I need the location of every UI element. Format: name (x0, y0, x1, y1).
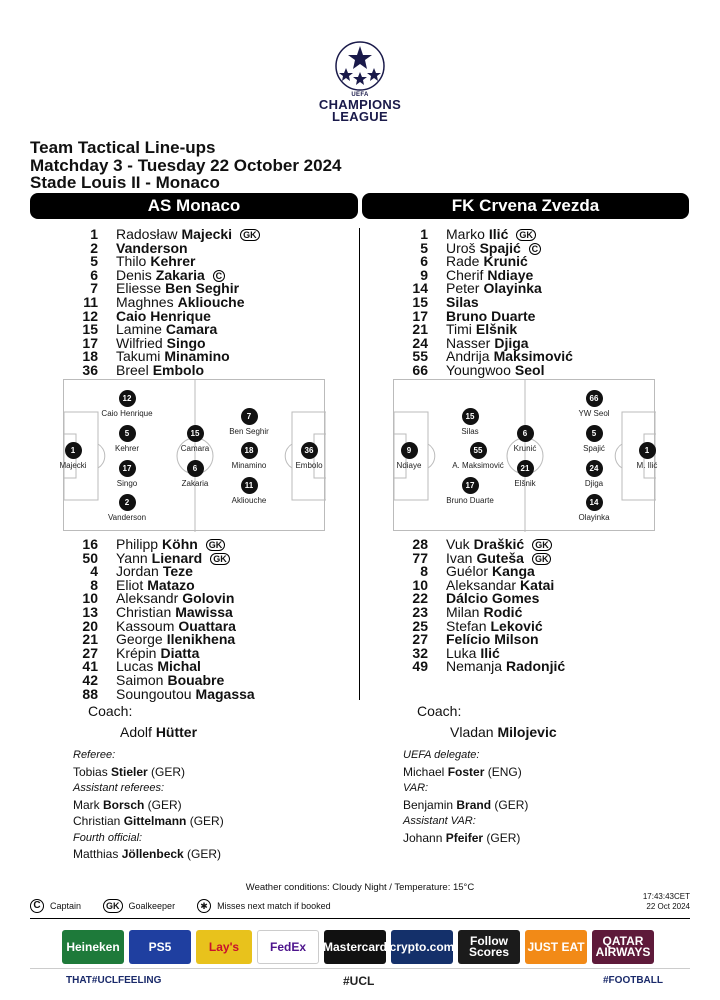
home-starters-list (72, 228, 260, 378)
official-role: Assistant VAR: (403, 815, 476, 827)
shirt-number-icon: 36 (301, 442, 318, 459)
player-first-name: Philipp (116, 536, 159, 552)
official-name (73, 846, 224, 863)
away-pitch-player (440, 477, 500, 505)
shirt-number-icon: 6 (187, 460, 204, 477)
home-pitch-player (165, 460, 225, 488)
player-number: 20 (82, 617, 98, 634)
player-last-name: Ilić (488, 226, 509, 242)
official-nationality: (GER) (491, 797, 529, 812)
player-number: 6 (90, 266, 98, 283)
player-first-name: Eliesse (116, 280, 162, 297)
player-number: 21 (412, 321, 428, 338)
home-pitch-player (219, 408, 279, 436)
away-subs-list (402, 538, 565, 674)
player-last-name: Rodić (483, 603, 523, 620)
player-first-name: Stefan (446, 617, 487, 634)
pitch-player-name: A. Maksimović (452, 461, 504, 470)
home-starter-row (72, 323, 260, 337)
matchday-line: Matchday 3 - Tuesday 22 October 2024 (30, 155, 342, 175)
player-number: 24 (412, 334, 428, 351)
sponsor-logo: Mastercard (324, 930, 386, 964)
player-first-name: Vuk (446, 536, 470, 552)
away-starter-row (402, 361, 573, 378)
player-number: 88 (82, 685, 98, 702)
pitch-player-name: Elšnik (514, 479, 536, 488)
pitch-player-name: Krunić (513, 444, 537, 453)
player-first-name: Maghnes (116, 293, 174, 310)
footer-divider-2 (30, 968, 690, 969)
player-last-name: Minamino (164, 348, 230, 365)
player-first-name: Takumi (116, 348, 161, 365)
sponsor-logo: Heineken (62, 930, 124, 964)
shirt-number-icon: 6 (517, 425, 534, 442)
sponsor-logo: QATAR AIRWAYS (592, 930, 654, 964)
official-name (73, 797, 224, 814)
booking-icon: ✱ (197, 899, 211, 913)
player-last-name: Diatta (160, 644, 200, 661)
player-number: 23 (412, 603, 428, 620)
pitch-player-name: Zakaria (181, 479, 209, 488)
player-number: 8 (420, 563, 428, 580)
player-first-name: Rade (446, 253, 480, 270)
pitch-player-name: Ndiaye (396, 461, 422, 470)
player-number: 32 (412, 644, 428, 661)
player-last-name: Camara (165, 321, 218, 338)
player-last-name: Golovin (182, 590, 235, 607)
player-first-name: Saimon (116, 671, 164, 688)
home-pitch-player (219, 442, 279, 470)
footer-divider (30, 918, 690, 919)
player-number: 13 (82, 603, 98, 620)
player-first-name: Lucas (116, 658, 154, 675)
player-last-name: Lienard (151, 549, 203, 566)
sponsor-logo: Follow Scores (458, 930, 520, 964)
shirt-number-icon: 55 (470, 442, 487, 459)
player-first-name: Aleksandr (116, 590, 179, 607)
player-number: 42 (82, 671, 98, 688)
pitch-player-name: M. Ilić (636, 461, 658, 470)
match-header (30, 139, 341, 192)
home-sub-row (72, 685, 255, 702)
shirt-number-icon: 7 (241, 408, 258, 425)
pitch-player-name: Spajić (583, 444, 605, 453)
player-first-name: Jordan (116, 563, 159, 580)
away-pitch-player (617, 442, 677, 470)
official-nationality: (GER) (483, 830, 521, 845)
player-last-name: Ndiaye (487, 266, 534, 283)
shirt-number-icon: 2 (119, 494, 136, 511)
official-last-name: Stieler (111, 764, 148, 779)
timestamp-date: 22 Oct 2024 (646, 902, 690, 911)
official-last-name: Gittelmann (123, 814, 187, 828)
home-pitch-player (279, 442, 339, 470)
away-coach-last: Milojevic (497, 724, 557, 740)
official-name (403, 797, 528, 814)
sponsor-logo: crypto.com (391, 930, 453, 964)
player-last-name: Vanderson (116, 239, 188, 256)
official-nationality: (GER) (144, 797, 182, 812)
official-first-name: Benjamin (403, 797, 457, 812)
goalkeeper-icon: GK (103, 899, 123, 913)
player-number: 16 (82, 536, 98, 552)
away-pitch-player (440, 408, 500, 436)
away-pitch-player (495, 460, 555, 488)
player-number: 17 (412, 307, 428, 324)
player-number: 5 (90, 253, 98, 270)
home-coach-last: Hütter (155, 724, 198, 740)
official-name (73, 813, 224, 830)
player-number: 27 (82, 644, 98, 661)
player-first-name: Eliot (116, 576, 144, 593)
player-number: 14 (412, 280, 428, 297)
legend (30, 899, 331, 913)
sponsor-logo: PS5 (129, 930, 191, 964)
away-pitch-player (564, 494, 624, 522)
venue-line: Stade Louis II - Monaco (30, 173, 220, 192)
home-pitch-player (43, 442, 103, 470)
away-pitch-player (564, 425, 624, 453)
pitch-player-name: Singo (116, 479, 138, 488)
goalkeeper-icon: GK (210, 553, 230, 565)
player-last-name: Köhn (162, 536, 198, 552)
home-pitch-player (97, 460, 157, 488)
player-last-name: Radonjić (506, 658, 566, 675)
away-coach-label: Coach: (417, 703, 462, 719)
official-last-name: Jöllenbeck (121, 847, 184, 861)
player-first-name: Nasser (446, 334, 491, 351)
player-last-name: Felício Milson (446, 631, 539, 648)
hashtag-football: #FOOTBALL (603, 975, 663, 986)
player-first-name: Nemanja (446, 658, 503, 675)
official-name (403, 764, 528, 781)
player-last-name: Caio Henrique (116, 307, 211, 324)
player-last-name: Leković (490, 617, 543, 634)
officials-right (403, 747, 528, 846)
player-first-name: Radosław (116, 226, 178, 242)
player-number: 17 (82, 334, 98, 351)
shirt-number-icon: 21 (517, 460, 534, 477)
player-first-name: Kassoum (116, 617, 175, 634)
player-first-name: Aleksandar (446, 576, 517, 593)
shirt-number-icon: 5 (586, 425, 603, 442)
legend-captain: Captain (50, 901, 82, 911)
weather-conditions: Weather conditions: Cloudy Night / Temperature: 15°C (245, 882, 475, 893)
home-pitch (59, 379, 325, 531)
player-last-name: Teze (162, 563, 193, 580)
captain-icon: C (529, 243, 541, 255)
player-first-name: Luka (446, 644, 477, 661)
player-last-name: Michal (157, 658, 201, 675)
home-coach-label: Coach: (88, 703, 133, 719)
pitch-player-name: Bruno Duarte (446, 496, 494, 505)
player-last-name: Maksimović (493, 348, 573, 365)
page-title: Team Tactical Line-ups (30, 138, 216, 157)
official-last-name: Brand (456, 797, 492, 812)
legend-goalkeeper: Goalkeeper (128, 901, 176, 911)
pitch-player-name: Vanderson (107, 513, 147, 522)
player-first-name: Soungoutou (116, 685, 192, 702)
player-last-name: Silas (446, 293, 479, 310)
shirt-number-icon: 17 (462, 477, 479, 494)
home-pitch-player (165, 425, 225, 453)
goalkeeper-icon: GK (532, 553, 552, 565)
player-number: 21 (82, 631, 98, 648)
player-last-name: Bouabre (167, 671, 225, 688)
player-last-name: Kanga (492, 563, 535, 580)
pitch-player-name: YW Seol (578, 409, 610, 418)
player-first-name: Milan (446, 603, 480, 620)
captain-icon: C (213, 270, 225, 282)
legend-booked: Misses next match if booked (217, 901, 331, 911)
player-number: 11 (83, 293, 98, 310)
goalkeeper-icon: GK (240, 229, 260, 241)
player-last-name: Olayinka (483, 280, 542, 297)
official-nationality: (GER) (186, 814, 224, 828)
official-first-name: Tobias (73, 764, 112, 779)
logo-uefa: UEFA (351, 92, 369, 98)
home-pitch-player (97, 390, 157, 418)
player-first-name: Cherif (446, 266, 484, 283)
player-number: 41 (82, 658, 98, 675)
home-pitch-player (219, 477, 279, 505)
home-subs-list (72, 538, 255, 701)
player-last-name: Guteša (476, 549, 524, 566)
official-first-name: Christian (73, 814, 124, 828)
away-pitch (393, 379, 658, 531)
shirt-number-icon: 11 (241, 477, 258, 494)
logo-champions: CHAMPIONS (318, 97, 402, 112)
player-last-name: Magassa (195, 685, 255, 702)
away-pitch-player (564, 460, 624, 488)
official-role: Assistant referees: (73, 782, 165, 794)
shirt-number-icon: 5 (119, 425, 136, 442)
player-last-name: Ilić (480, 644, 500, 661)
shirt-number-icon: 9 (401, 442, 418, 459)
timestamp (643, 892, 690, 912)
player-number: 7 (90, 280, 98, 297)
player-number: 50 (82, 549, 98, 566)
home-coach-first: Adolf (120, 724, 152, 740)
player-number: 12 (82, 307, 98, 324)
shirt-number-icon: 15 (462, 408, 479, 425)
home-sub-row (72, 660, 255, 674)
shirt-number-icon: 17 (119, 460, 136, 477)
pitch-player-name: Ben Seghir (229, 427, 269, 436)
away-starters-list (402, 228, 573, 378)
player-last-name: Dálcio Gomes (446, 590, 540, 607)
player-last-name: Singo (166, 334, 206, 351)
player-number: 10 (412, 576, 428, 593)
away-pitch-player (564, 390, 624, 418)
shirt-number-icon: 15 (187, 425, 204, 442)
player-number: 8 (90, 576, 98, 593)
player-number: 4 (90, 563, 98, 580)
pitch-player-name: Minamino (231, 461, 267, 470)
sponsor-strip (62, 930, 654, 964)
player-number: 22 (412, 590, 428, 607)
official-role: Referee: (73, 749, 116, 761)
player-first-name: Youngwoo (446, 361, 511, 378)
away-sub-row (402, 660, 565, 674)
shirt-number-icon: 1 (639, 442, 656, 459)
player-last-name: Zakaria (155, 266, 205, 283)
officials-left (73, 747, 224, 863)
player-last-name: Akliouche (177, 293, 245, 310)
shirt-number-icon: 14 (586, 494, 603, 511)
pitch-player-name: Camara (180, 444, 210, 453)
sponsor-logo: FedEx (257, 930, 319, 964)
center-divider (359, 228, 360, 700)
player-last-name: Mawissa (175, 603, 233, 620)
player-number: 77 (412, 549, 428, 566)
pitch-player-name: Majecki (59, 461, 87, 470)
shirt-number-icon: 24 (586, 460, 603, 477)
player-last-name: Embolo (152, 361, 205, 378)
pitch-player-name: Olayinka (578, 513, 610, 522)
player-number: 25 (412, 617, 428, 634)
player-first-name: Thilo (116, 253, 147, 270)
player-last-name: Ouattara (178, 617, 236, 634)
home-team-bar: AS Monaco (30, 193, 358, 219)
player-number: 15 (412, 293, 428, 310)
player-first-name: Christian (116, 603, 172, 620)
player-last-name: Bruno Duarte (446, 307, 536, 324)
player-number: 10 (82, 590, 98, 607)
shirt-number-icon: 12 (119, 390, 136, 407)
player-number: 6 (420, 253, 428, 270)
home-starter-row (72, 361, 260, 378)
player-first-name: Timi (446, 321, 472, 338)
player-number: 49 (412, 658, 428, 675)
official-last-name: Borsch (103, 797, 145, 812)
player-number: 1 (90, 226, 98, 242)
away-coach-first: Vladan (450, 724, 494, 740)
player-number: 9 (420, 266, 428, 283)
player-first-name: Peter (446, 280, 480, 297)
official-first-name: Mark (73, 797, 103, 812)
player-last-name: Djiga (494, 334, 529, 351)
player-first-name: Marko (446, 226, 485, 242)
player-number: 5 (420, 239, 428, 256)
away-team-bar: FK Crvena Zvezda (362, 193, 689, 219)
player-last-name: Ilenikhena (166, 631, 236, 648)
home-pitch-player (97, 425, 157, 453)
away-coach-name (450, 724, 557, 740)
goalkeeper-icon: GK (206, 539, 226, 551)
hashtag-left: THAT#UCLFEELING (66, 975, 162, 986)
player-first-name: Yann (116, 549, 148, 566)
player-first-name: Breel (116, 361, 149, 378)
player-last-name: Seol (514, 361, 545, 378)
sponsor-logo: JUST EAT (525, 930, 587, 964)
player-number: 1 (420, 226, 428, 242)
official-nationality: (GER) (147, 764, 186, 779)
home-coach-name (120, 724, 197, 740)
goalkeeper-icon: GK (516, 229, 536, 241)
shirt-number-icon: 66 (586, 390, 603, 407)
sponsor-logo: Lay's (196, 930, 252, 964)
player-number: 15 (82, 321, 98, 338)
player-last-name: Draškić (473, 536, 525, 552)
official-role: Fourth official: (73, 831, 143, 844)
official-name (403, 830, 528, 847)
official-last-name: Foster (447, 764, 485, 779)
ucl-logo (310, 40, 410, 140)
shirt-number-icon: 1 (65, 442, 82, 459)
goalkeeper-icon: GK (532, 539, 552, 551)
player-last-name: Kehrer (150, 253, 196, 270)
player-last-name: Spajić (479, 239, 521, 256)
player-first-name: Wilfried (116, 334, 163, 351)
player-first-name: Andrija (446, 348, 490, 365)
player-number: 2 (90, 239, 98, 256)
player-first-name: Guélor (446, 563, 489, 580)
pitch-player-name: Caio Henrique (101, 409, 153, 418)
player-number: 28 (412, 536, 428, 552)
away-pitch-player (379, 442, 439, 470)
official-first-name: Michael (403, 764, 448, 779)
player-last-name: Krunić (483, 253, 528, 270)
shirt-number-icon: 18 (241, 442, 258, 459)
official-role: VAR: (403, 782, 429, 794)
logo-league: LEAGUE (332, 109, 388, 124)
official-last-name: Pfeifer (445, 830, 484, 845)
player-number: 55 (412, 348, 428, 365)
official-name (73, 764, 224, 781)
player-number: 27 (412, 631, 428, 648)
home-pitch-player (97, 494, 157, 522)
player-first-name: Denis (116, 266, 152, 283)
captain-icon: C (30, 899, 44, 913)
hashtag-ucl: #UCL (343, 974, 375, 988)
official-nationality: (ENG) (484, 764, 522, 779)
pitch-player-name: Kehrer (114, 444, 139, 453)
player-last-name: Matazo (147, 576, 195, 593)
away-pitch-player (495, 425, 555, 453)
player-last-name: Katai (520, 576, 555, 593)
player-first-name: Lamine (116, 321, 162, 338)
pitch-player-name: Silas (461, 427, 479, 436)
player-first-name: George (116, 631, 163, 648)
player-last-name: Elšnik (475, 321, 518, 338)
player-number: 66 (412, 361, 428, 378)
timestamp-time: 17:43:43CET (642, 892, 690, 901)
player-number: 18 (82, 348, 98, 365)
official-nationality: (GER) (183, 847, 222, 861)
player-number: 36 (82, 361, 98, 378)
official-first-name: Matthias (73, 847, 122, 861)
player-last-name: Ben Seghir (165, 280, 240, 297)
player-last-name: Majecki (181, 226, 233, 242)
starball-icon (334, 40, 386, 92)
pitch-player-name: Akliouche (231, 496, 267, 505)
official-first-name: Johann (403, 830, 446, 845)
pitch-player-name: Embolo (295, 461, 323, 470)
player-first-name: Uroš (446, 239, 476, 256)
player-first-name: Ivan (446, 549, 473, 566)
player-first-name: Krépin (116, 644, 157, 661)
official-role: UEFA delegate: (403, 749, 480, 761)
pitch-player-name: Djiga (584, 479, 604, 488)
